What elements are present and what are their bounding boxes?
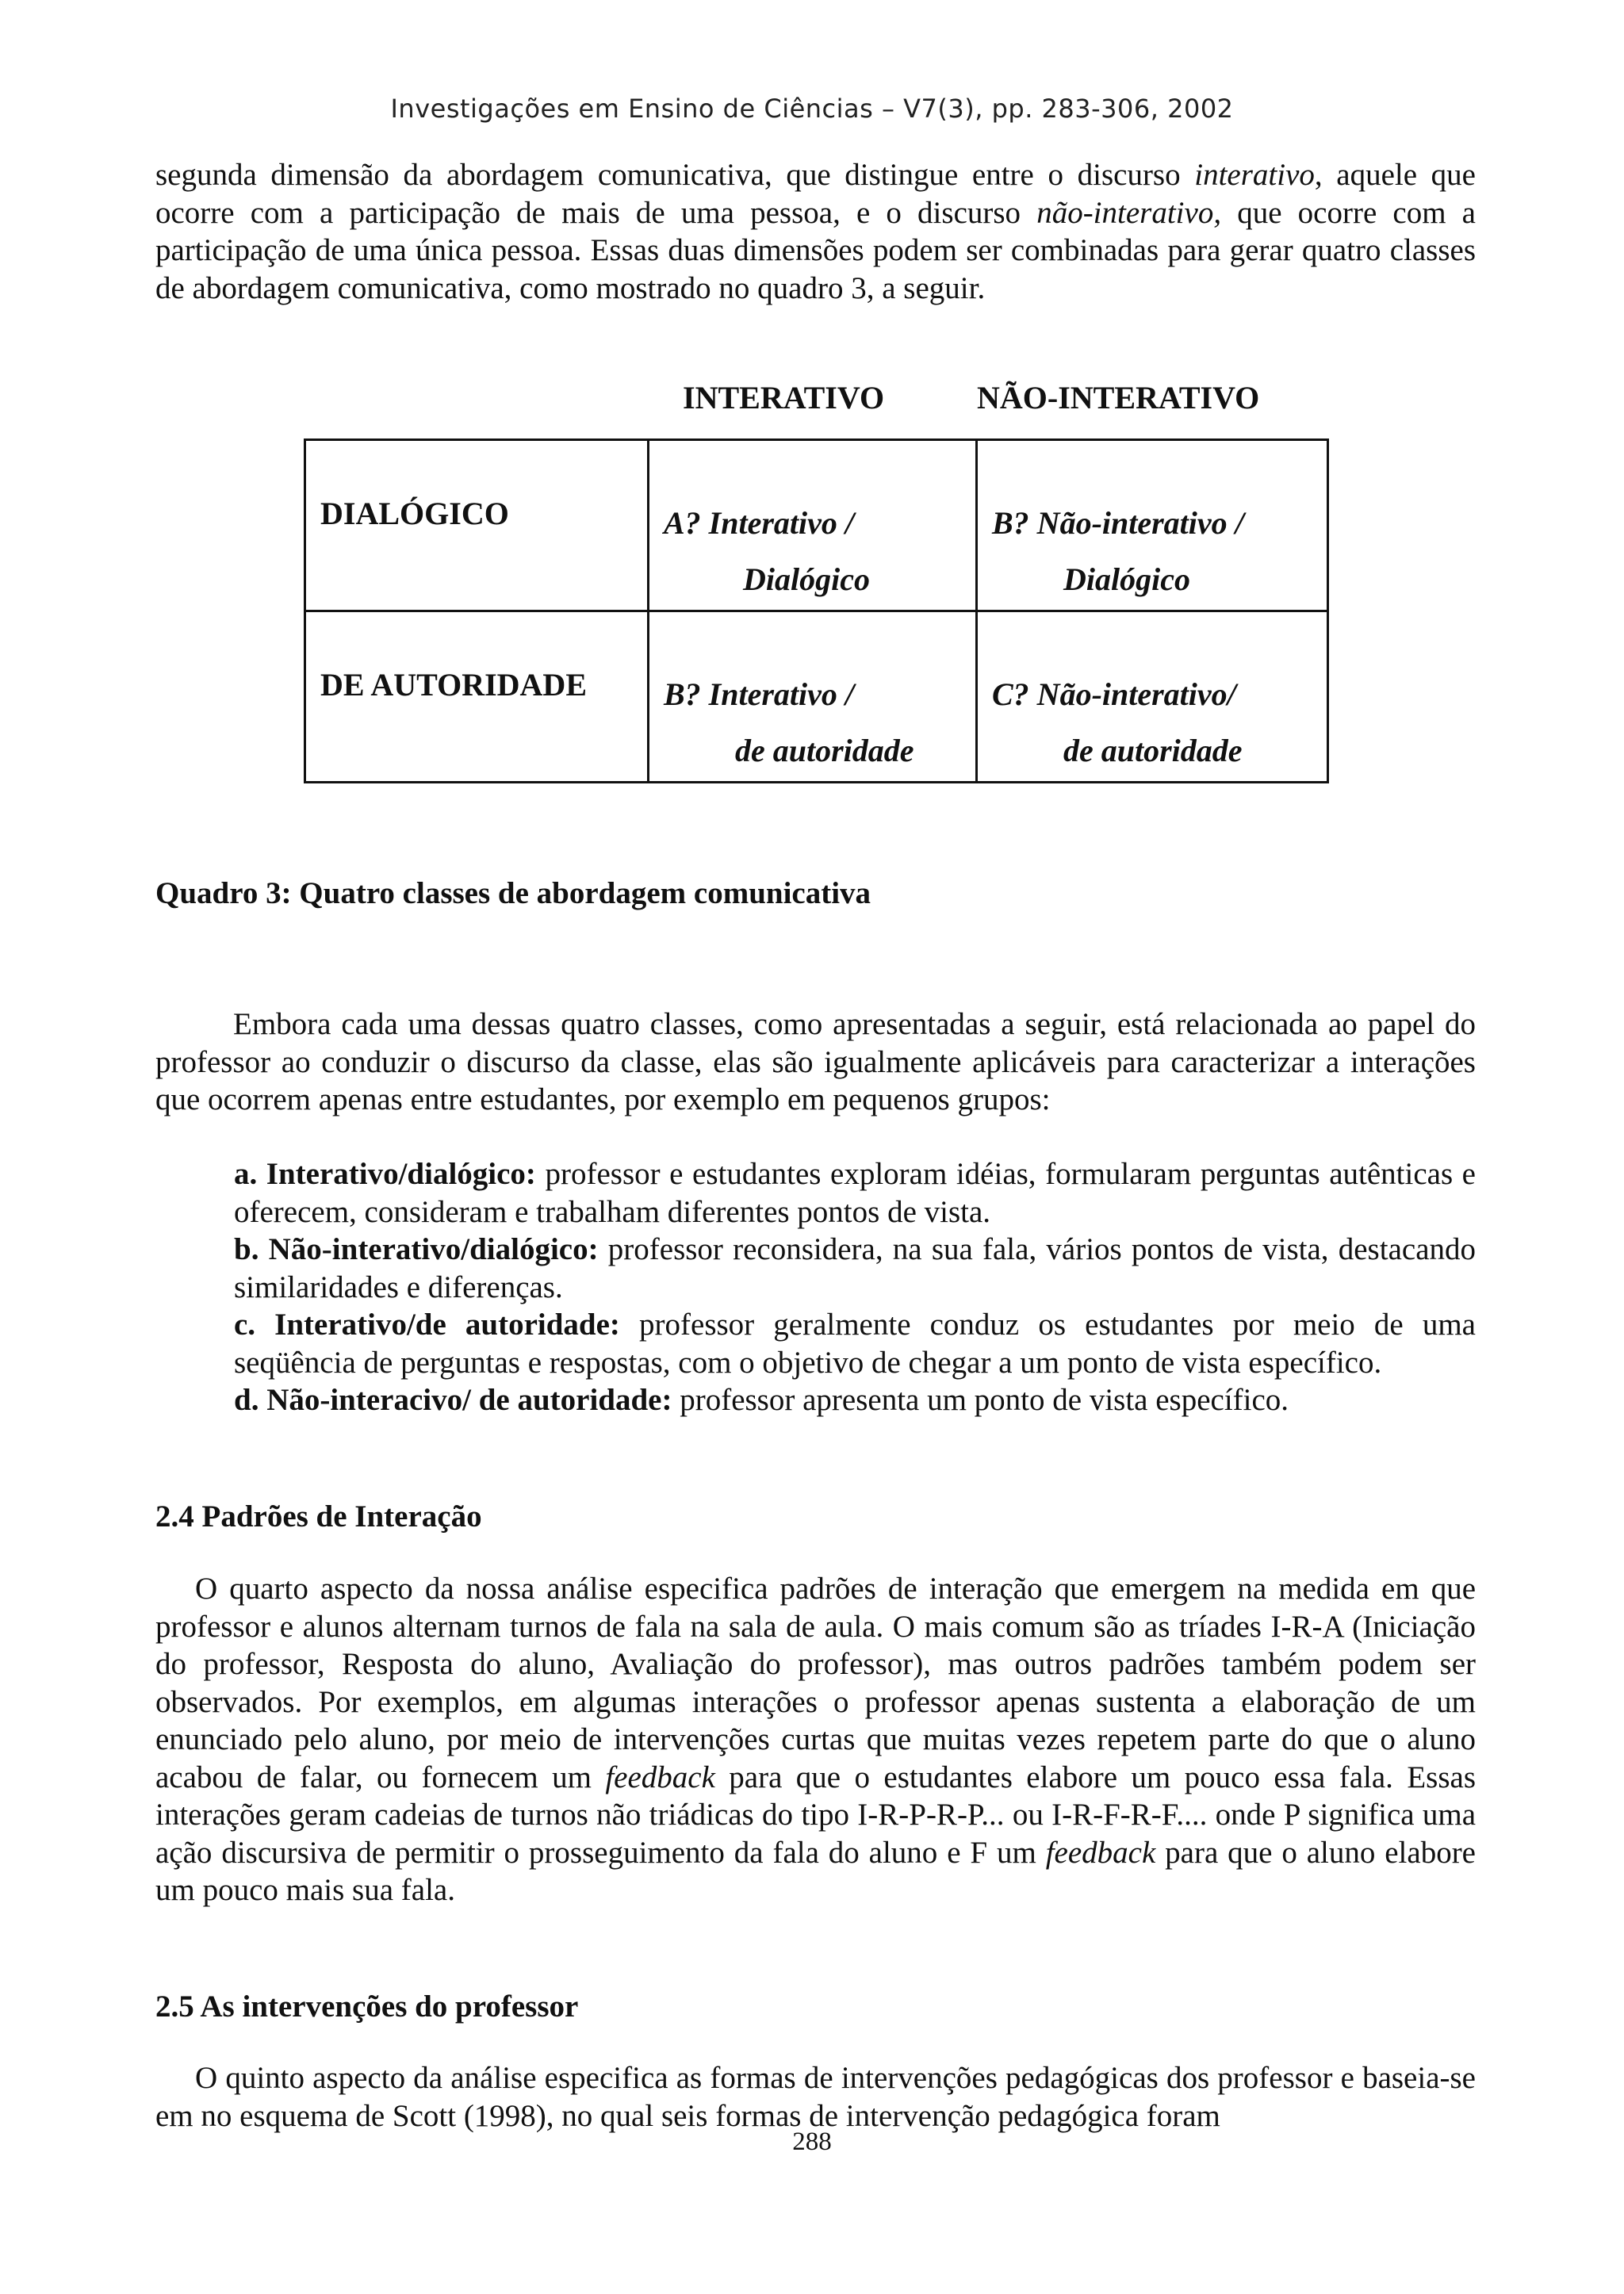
cell-a-line2: Dialógico xyxy=(743,561,870,597)
list-item xyxy=(234,1155,1476,1231)
table-caption: Quadro 3: Quatro classes de abordagem comunicativa xyxy=(155,876,871,910)
cell-nao-interativo-dialogico xyxy=(977,440,1328,611)
para-24-emphasis-feedback: feedback xyxy=(605,1760,715,1794)
intro-emphasis-interativo: interativo xyxy=(1194,158,1315,192)
cell-b2-line1: B? Interativo / xyxy=(664,676,855,712)
paragraph-padroes xyxy=(155,1570,1476,1909)
list-item xyxy=(234,1306,1476,1381)
table-row-autoridade xyxy=(305,611,1328,783)
cell-c-line2: de autoridade xyxy=(1063,733,1243,768)
paragraph-intervencoes: O quinto aspecto da análise especifica as formas de intervenções pedagógicas dos professor e baseia-se em no esquema de Scott (1998), no qual seis formas de intervenção pedagógica foram xyxy=(155,2061,1476,2133)
para-24-text-2: para que o estudantes elabore um pouco essa fala. Essas interações geram cadeias de turnos não triádicas do tipo I-R-P-R-P... ou I-R-F-R-F.... onde P significa uma ação discursiva de permitir o prosseguimento da fala do aluno e F um xyxy=(155,1760,1476,1870)
row-header-cell xyxy=(305,440,649,611)
paragraph-embora: Embora cada uma dessas quatro classes, como apresentadas a seguir, está relacionada ao papel do professor ao conduzir o discurso da classe, elas são igualmente aplicáveis para caracterizar a interações que ocorrem apenas entre estudantes, por exemplo em pequenos grupos: xyxy=(155,1007,1476,1116)
list-item-text: professor geralmente conduz os estudantes por meio de uma seqüência de perguntas e respostas, com o objetivo de chegar a um ponto de vista específico. xyxy=(234,1308,1476,1380)
column-header-nao-interativo: NÃO-INTERATIVO xyxy=(977,380,1260,416)
list-item-text: professor reconsidera, na sua fala, vários pontos de vista, destacando similaridades e diferenças. xyxy=(234,1232,1476,1304)
intro-text-2: , aquele que ocorre com a participação de mais de uma pessoa, e o discurso xyxy=(155,158,1476,230)
quadro-3-table xyxy=(304,439,1329,783)
row-header-cell xyxy=(305,611,649,783)
table-row-dialogico xyxy=(305,440,1328,611)
list-item xyxy=(234,1231,1476,1306)
cell-a-line1: A? Interativo / xyxy=(664,505,855,541)
row-label-de-autoridade: DE AUTORIDADE xyxy=(320,667,587,703)
cell-nao-interativo-autoridade xyxy=(977,611,1328,783)
list-item-text: professor e estudantes exploram idéias, formularam perguntas autênticas e oferecem, consideram e trabalham diferentes pontos de vista. xyxy=(234,1157,1476,1229)
para-24-text-3: para que o aluno elabore um pouco mais sua fala. xyxy=(155,1835,1476,1907)
running-header: Investigações em Ensino de Ciências – V7(3), pp. 283-306, 2002 xyxy=(390,94,1234,124)
intro-emphasis-nao-interativo: não-interativo, xyxy=(1036,195,1222,230)
cell-interativo-dialogico xyxy=(649,440,977,611)
cell-b2-line2: de autoridade xyxy=(735,733,914,768)
classes-list xyxy=(234,1155,1476,1419)
cell-interativo-autoridade xyxy=(649,611,977,783)
intro-text-3: que ocorre com a participação de uma única pessoa. Essas duas dimensões podem ser combinadas para gerar quatro classes de abordagem comunicativa, como mostrado no quadro 3, a seguir. xyxy=(155,195,1476,305)
para-24-text-1: O quarto aspecto da nossa análise especifica padrões de interação que emergem na medida em que professor e alunos alternam turnos de fala na sala de aula. O mais comum são as tríades I-R-A (Iniciação do professor, Resposta do aluno, Avaliação do professor), mas outros padrões também podem ser observados. Por exemplos, em algumas interações o professor apenas sustenta a elaboração de um enunciado pelo aluno, por meio de intervenções curtas que muitas vezes repetem parte do que o aluno acabou de falar, ou fornecem um xyxy=(155,1572,1476,1794)
para-24-emphasis-feedback-2: feedback xyxy=(1045,1835,1156,1870)
list-item-label: d. Não-interacivo/ de autoridade: xyxy=(234,1383,672,1417)
page-number: 288 xyxy=(792,2127,832,2156)
list-item-label: c. Interativo/de autoridade: xyxy=(234,1308,620,1342)
row-label-dialogico: DIALÓGICO xyxy=(320,496,509,531)
section-heading-2-4: 2.4 Padrões de Interação xyxy=(155,1499,482,1534)
cell-c-line1: C? Não-interativo/ xyxy=(992,676,1236,712)
list-item-text: professor apresenta um ponto de vista específico. xyxy=(672,1383,1289,1417)
intro-text-1: segunda dimensão da abordagem comunicativa, que distingue entre o discurso xyxy=(155,158,1195,192)
cell-b1-line2: Dialógico xyxy=(1063,561,1190,597)
intro-paragraph xyxy=(155,156,1476,307)
column-header-interativo: INTERATIVO xyxy=(683,380,885,416)
section-heading-2-5: 2.5 As intervenções do professor xyxy=(155,1990,579,2024)
list-item xyxy=(234,1381,1476,1419)
cell-b1-line1: B? Não-interativo / xyxy=(992,505,1244,541)
list-item-label: b. Não-interativo/dialógico: xyxy=(234,1232,599,1266)
list-item-label: a. Interativo/dialógico: xyxy=(234,1157,536,1191)
